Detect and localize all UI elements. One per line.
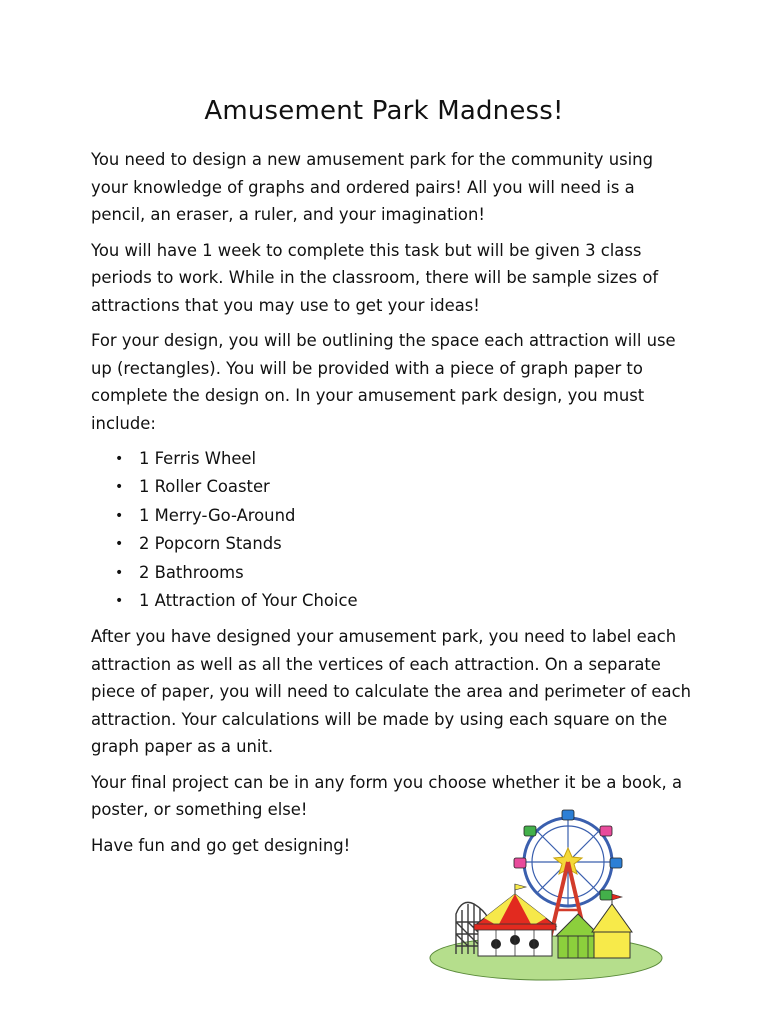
list-item-label: 1 Ferris Wheel [139,449,257,468]
list-item [115,445,691,473]
intro-paragraph: You need to design a new amusement park for the community using your knowledge of graphs and ordered pairs! All you will need is a pencil, an eraser, a ruler, and your imagination! [91,150,653,224]
list-item-label: 2 Popcorn Stands [139,534,282,554]
green-tent-icon [556,914,600,958]
list-item-label: 2 Bathrooms [139,562,244,582]
list-item-label: 1 Attraction of Your Choice [139,591,358,611]
list-item-label: 1 Roller Coaster [139,477,270,497]
list-item [115,559,691,587]
closing-paragraph: Have fun and go get designing! [91,835,351,855]
list-item [115,502,691,530]
list-item [115,530,691,558]
list-item [115,473,691,501]
format-paragraph: Your final project can be in any form you choose whether it be a book, a poster, or something else! [91,772,682,820]
bullet-icon: • [115,593,124,610]
labeling-paragraph: After you have designed your amusement park, you need to label each attraction as well as all the vertices of each attraction. On a separate piece of paper, you will need to calculate the area and perimeter of each attraction. Your calculations will be made by using each square on the graph paper as a unit. [91,627,691,757]
design-paragraph: For your design, you will be outlining the space each attraction will use up (rectangles). You will be provided with a piece of graph paper to complete the design on. In your amusement park design, you must include: [91,331,676,433]
bullet-icon: • [115,479,124,496]
bullet-icon: • [115,451,124,467]
list-item-label: 1 Merry-Go-Around [139,505,296,525]
bullet-icon: • [115,564,124,581]
amusement-park-illustration [428,786,668,986]
document-body [91,146,691,867]
bullet-icon: • [115,507,124,524]
bullet-icon: • [115,536,124,553]
carousel-icon [474,884,556,956]
list-item [115,587,691,615]
yellow-tent-icon [592,894,632,958]
timeline-paragraph: You will have 1 week to complete this task but will be given 3 class periods to work. While in the classroom, there will be sample sizes of attractions that you may use to get your ideas! [91,240,659,315]
page-title: Amusement Park Madness! [204,96,564,126]
requirements-list [91,445,691,615]
